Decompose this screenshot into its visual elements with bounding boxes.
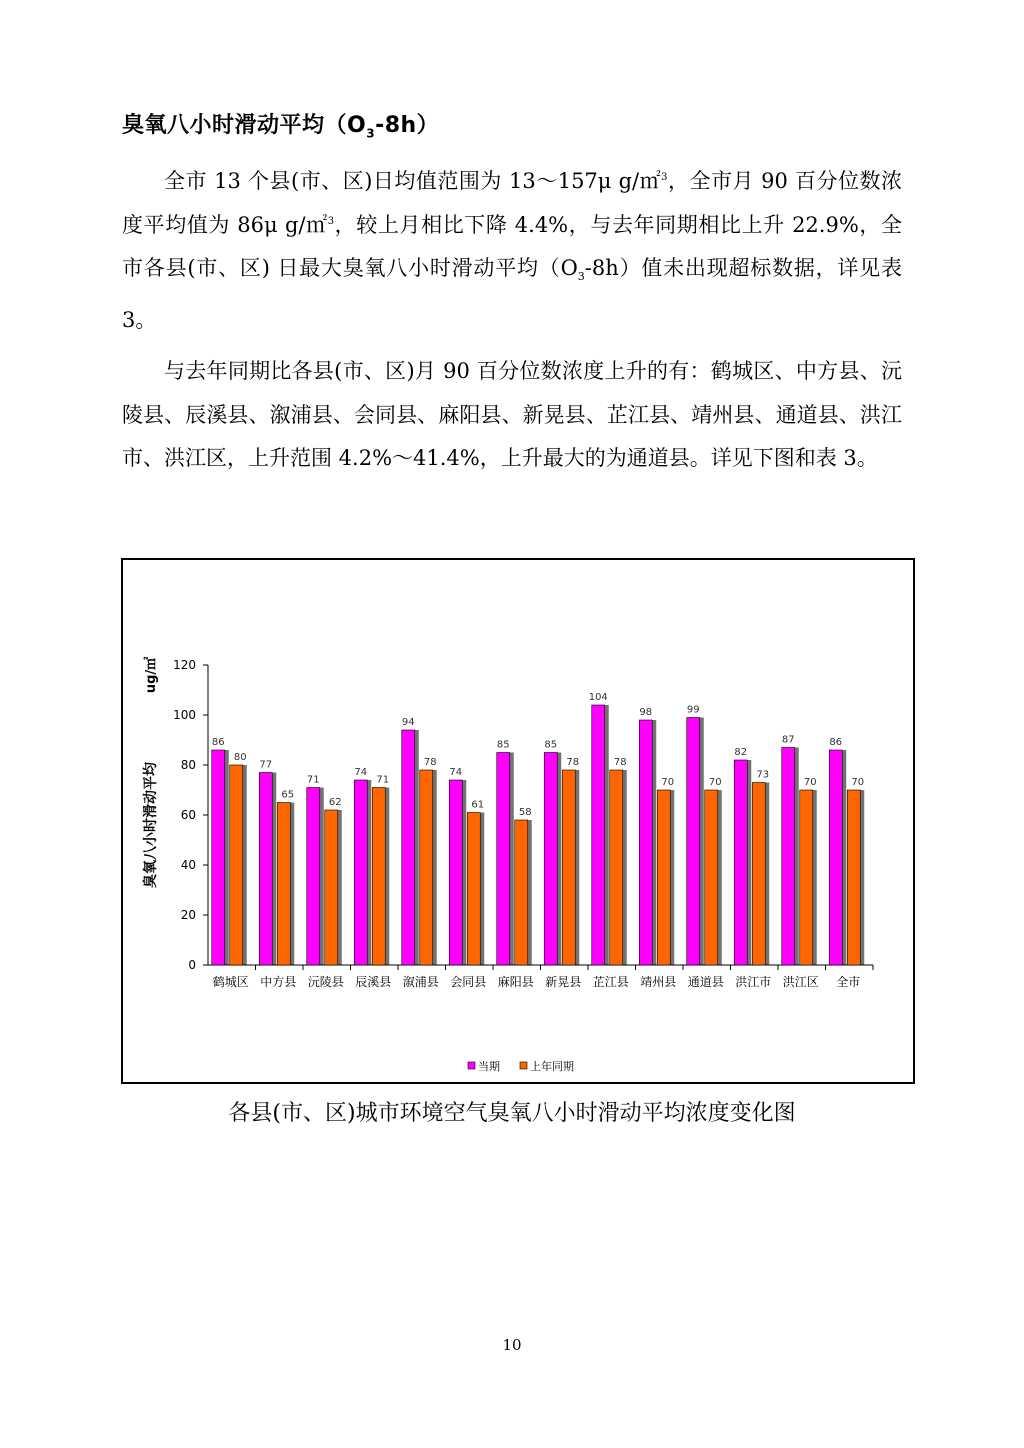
bar-last-year bbox=[562, 770, 575, 965]
data-label: 78 bbox=[566, 757, 580, 768]
bar-side bbox=[670, 790, 674, 965]
p1-sup2: 3 bbox=[327, 215, 335, 227]
data-label: 70 bbox=[851, 777, 865, 788]
bar-current bbox=[734, 760, 747, 965]
x-tick-label: 通道县 bbox=[687, 975, 724, 989]
ozone-bar-chart bbox=[121, 558, 915, 1084]
bar-side bbox=[605, 705, 609, 965]
bar-current bbox=[402, 730, 415, 965]
data-label: 58 bbox=[518, 807, 532, 818]
data-label: 71 bbox=[306, 774, 320, 786]
bar-side bbox=[243, 765, 247, 965]
y-tick-label: 80 bbox=[180, 758, 196, 772]
data-label: 78 bbox=[423, 757, 437, 768]
x-tick-label: 鹤城区 bbox=[212, 975, 249, 989]
bar-side bbox=[700, 718, 704, 966]
data-label: 62 bbox=[328, 797, 342, 808]
bar-side bbox=[367, 780, 371, 965]
legend-swatch bbox=[520, 1062, 527, 1069]
bar-side bbox=[557, 753, 561, 966]
x-tick-label: 沅陵县 bbox=[307, 975, 344, 989]
data-label: 80 bbox=[233, 752, 247, 763]
bar-current bbox=[497, 753, 510, 966]
data-label: 87 bbox=[781, 734, 795, 746]
bar-side bbox=[652, 720, 656, 965]
data-label: 70 bbox=[708, 777, 722, 788]
bar-side bbox=[385, 788, 389, 966]
bar-current bbox=[544, 753, 557, 966]
bar-side bbox=[575, 770, 579, 965]
bar-last-year bbox=[277, 803, 290, 966]
p1-sup1: 3 bbox=[661, 172, 668, 183]
p1-part4: -8h）值未出现超标数据，详见表 3。 bbox=[122, 256, 902, 332]
bar-side bbox=[860, 790, 864, 965]
bar-last-year bbox=[610, 770, 623, 965]
bar-current bbox=[212, 750, 225, 965]
bar-last-year bbox=[800, 790, 813, 965]
data-label: 71 bbox=[376, 774, 390, 786]
bar-last-year bbox=[420, 770, 433, 965]
data-label: 85 bbox=[496, 739, 510, 751]
heading-tail: -8h） bbox=[375, 113, 440, 138]
heading-text: 臭氧八小时滑动平均（O bbox=[122, 113, 367, 138]
bar-side bbox=[462, 780, 466, 965]
bar-current bbox=[782, 748, 795, 966]
bar-side bbox=[480, 813, 484, 966]
bar-side bbox=[795, 748, 799, 966]
data-label: 104 bbox=[588, 692, 608, 703]
data-label: 86 bbox=[829, 737, 843, 748]
x-tick-label: 辰溪县 bbox=[355, 975, 392, 989]
bar-last-year bbox=[515, 820, 528, 965]
data-label: 70 bbox=[803, 777, 817, 788]
x-tick-label: 洪江市 bbox=[735, 975, 772, 989]
x-tick-label: 芷江县 bbox=[592, 975, 629, 989]
bar-last-year bbox=[372, 788, 385, 966]
data-label: 74 bbox=[449, 767, 463, 778]
data-label: 85 bbox=[544, 739, 558, 751]
x-tick-label: 麻阳县 bbox=[497, 975, 534, 989]
bar-side bbox=[338, 810, 342, 965]
bar-last-year bbox=[325, 810, 338, 965]
y-tick-label: 20 bbox=[180, 908, 196, 922]
bar-last-year bbox=[705, 790, 718, 965]
y-tick-label: 100 bbox=[173, 708, 196, 722]
data-label: 74 bbox=[354, 767, 368, 778]
bar-current bbox=[449, 780, 462, 965]
bar-current bbox=[687, 718, 700, 966]
page-number: 10 bbox=[502, 1336, 522, 1354]
bar-last-year bbox=[467, 813, 480, 966]
bar-side bbox=[415, 730, 419, 965]
data-label: 78 bbox=[613, 757, 627, 768]
data-label: 86 bbox=[211, 737, 225, 748]
y-axis-unit: ug/㎡ bbox=[144, 656, 159, 694]
x-tick-label: 中方县 bbox=[260, 975, 297, 989]
x-tick-label: 新晃县 bbox=[545, 975, 582, 989]
heading-subscript: 3 bbox=[366, 126, 376, 141]
bar-current bbox=[307, 788, 320, 966]
bar-side bbox=[225, 750, 229, 965]
p1-part1: 全市 13 个县(市、区)日均值范围为 13～157μ g/㎡ bbox=[164, 169, 662, 193]
section-heading bbox=[122, 108, 439, 140]
bar-current bbox=[592, 705, 605, 965]
legend-label: 上年同期 bbox=[530, 1060, 574, 1073]
data-label: 98 bbox=[639, 707, 653, 718]
data-label: 65 bbox=[281, 789, 295, 801]
bar-side bbox=[747, 760, 751, 965]
bar-last-year bbox=[752, 783, 765, 966]
bar-current bbox=[639, 720, 652, 965]
bar-side bbox=[528, 820, 532, 965]
bar-side bbox=[290, 803, 294, 966]
x-tick-label: 洪江区 bbox=[782, 975, 819, 989]
bar-side bbox=[623, 770, 627, 965]
bar-side bbox=[842, 750, 846, 965]
bar-side bbox=[813, 790, 817, 965]
data-label: 77 bbox=[259, 759, 273, 771]
data-label: 82 bbox=[734, 747, 748, 758]
paragraph-summary bbox=[122, 160, 902, 342]
y-axis-label: 臭氧八小时滑动平均 bbox=[143, 762, 159, 888]
data-label: 99 bbox=[686, 704, 700, 716]
x-tick-label: 溆浦县 bbox=[402, 975, 439, 989]
figure-caption: 各县(市、区)城市环境空气臭氧八小时滑动平均浓度变化图 bbox=[228, 1101, 796, 1126]
bar-last-year bbox=[230, 765, 243, 965]
chart-svg bbox=[123, 560, 913, 1082]
bar-current bbox=[354, 780, 367, 965]
y-tick-label: 40 bbox=[180, 858, 196, 872]
p1-part3: ，较上月相比下降 4.4%，与去年同期相比上升 22.9%，全市各县(市、区) 日最大臭氧八小时滑动平均（O bbox=[122, 212, 902, 280]
paragraph-comparison: 与去年同期比各县(市、区)月 90 百分位数浓度上升的有：鹤城区、中方县、沅陵县、辰溪县、溆浦县、会同县、麻阳县、新晃县、芷江县、靖州县、通道县、洪江市、洪江区，上升范围 4.2%～41.4%，上升最大的为通道县。详见下图和表 3。 bbox=[122, 359, 902, 470]
p1-sub1: 3 bbox=[577, 270, 585, 284]
data-label: 61 bbox=[471, 799, 485, 811]
bar-last-year bbox=[847, 790, 860, 965]
bar-side bbox=[510, 753, 514, 966]
x-tick-label: 全市 bbox=[836, 975, 861, 989]
y-tick-label: 120 bbox=[173, 658, 196, 672]
y-tick-label: 0 bbox=[188, 958, 196, 972]
bar-current bbox=[259, 773, 272, 966]
x-tick-label: 靖州县 bbox=[640, 975, 677, 989]
bar-side bbox=[272, 773, 276, 966]
y-tick-label: 60 bbox=[180, 808, 196, 822]
p1-part2: ，全市月 90 百分位数浓度平均值为 86μ g/㎡ bbox=[122, 169, 902, 237]
bar-side bbox=[718, 790, 722, 965]
bar-side bbox=[433, 770, 437, 965]
data-label: 70 bbox=[661, 777, 675, 788]
data-label: 73 bbox=[756, 769, 770, 781]
legend-label: 当期 bbox=[478, 1060, 500, 1073]
bar-last-year bbox=[657, 790, 670, 965]
bar-current bbox=[829, 750, 842, 965]
data-label: 94 bbox=[401, 717, 415, 728]
legend-swatch bbox=[468, 1062, 475, 1069]
bar-side bbox=[320, 788, 324, 966]
bar-side bbox=[765, 783, 769, 966]
x-tick-label: 会同县 bbox=[450, 975, 487, 989]
